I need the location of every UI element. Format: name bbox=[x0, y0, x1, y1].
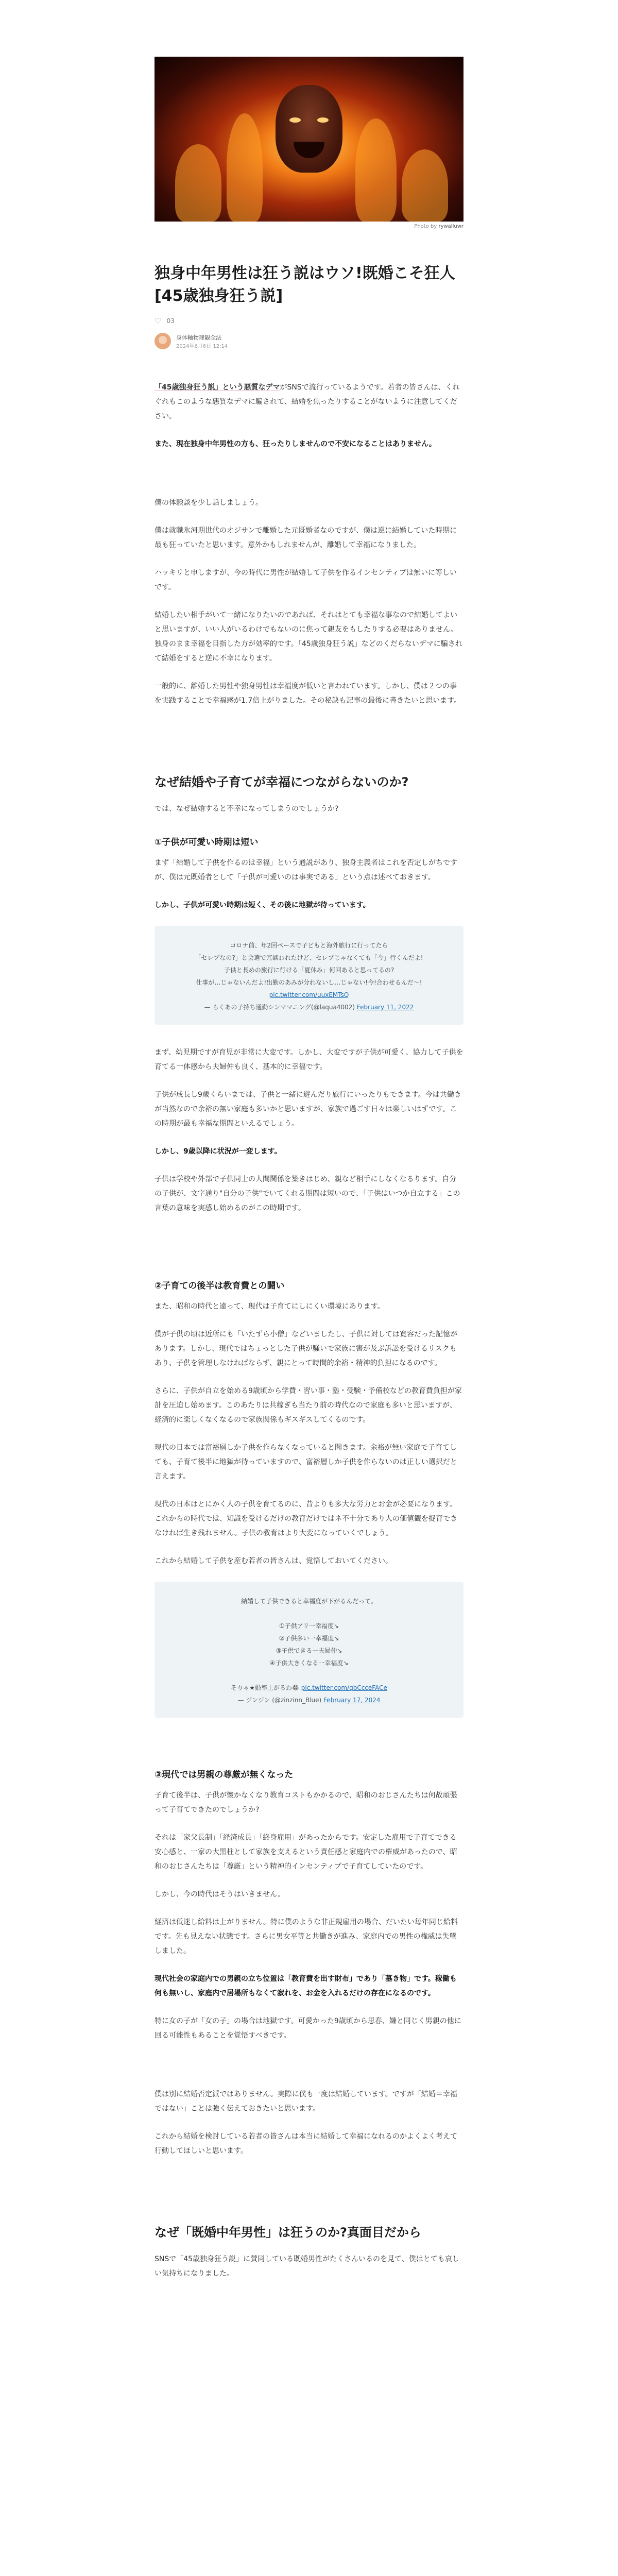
paragraph: これから結婚して子供を産む若者の皆さんは、覚悟しておいてください。 bbox=[154, 1557, 392, 1565]
heart-icon[interactable]: ♡ bbox=[154, 316, 162, 326]
paragraph: しかし、今の時代はそうはいきません。 bbox=[154, 1890, 285, 1899]
paragraph: 子育て後半は、子供が懐かなくなり教育コストもかかるので、昭和のおじさんたちは何故頑張って子育てできたのでしょうか? bbox=[154, 1791, 457, 1814]
paragraph: 僕は就職氷河期世代のオジサンで離婚した元既婚者なのですが、僕は逆に結婚していた時期に最も狂っていたと思います。意外かもしれませんが、離婚して幸福になりました。 bbox=[154, 527, 457, 549]
author-block bbox=[154, 333, 464, 349]
paragraph: 経済は低迷し給料は上がりません。特に僕のような非正規雇用の場合、だいたい毎年同じ給料です。先も見えない状態です。さらに男女平等と共働きが進み、家庭内での男性の権威は失墜しました。 bbox=[154, 1918, 458, 1955]
subheading: ③現代では男親の尊厳が無くなった bbox=[154, 1770, 294, 1780]
tweet-date-link[interactable]: February 17, 2024 bbox=[323, 1697, 381, 1704]
avatar[interactable] bbox=[154, 333, 171, 349]
paragraph: また、昭和の時代と違って、現代は子育てにしにくい環境にあります。 bbox=[154, 1302, 385, 1311]
tweet-date-link[interactable]: February 11, 2022 bbox=[356, 1004, 414, 1011]
paragraph: さらに、子供が自立を始める9歳頃から学費・習い事・塾・受験・予備校などの教育費負担が家計を圧迫し始めます。このあたりは共稼ぎも当たり前の時代なので家庭も多いと思いますが、経済的に楽しくなくなるので家族関係もギスギスしてくるのです。 bbox=[154, 1387, 462, 1424]
article bbox=[154, 0, 464, 2281]
tweet-line: ③子供できる一夫婦仲↘ bbox=[276, 1647, 342, 1654]
tweet-line: そりゃ★婚率上がるわ😂 bbox=[231, 1684, 299, 1691]
tweet-line: 仕事が…じゃないんだよ!出勤のあみが分れないし…じゃない!今!合わせるんだ〜! bbox=[196, 979, 422, 986]
paragraph: これから結婚を検討している若者の皆さんは本当に結婚して幸福になれるのかよくよく考えて行動してほしいと思います。 bbox=[154, 2132, 457, 2155]
paragraph: 現代社会の家庭内での男親の立ち位置は「教育費を出す財布」であり「墓き物」です。稼働も何も無いし、家庭内で居場所もなくて寂れを、お金を入れるだけの存在になるのです。 bbox=[154, 1975, 457, 1997]
article-body bbox=[154, 380, 464, 2281]
paragraph: しかし、子供が可愛い時期は短く、その後に地獄が待っています。 bbox=[154, 901, 370, 909]
tweet-line: コロナ前、年2回ペースで子どもと海外旅行に行ってたら bbox=[230, 942, 388, 949]
author-name[interactable]: 身体軸物理観念法 bbox=[176, 334, 221, 341]
paragraph: 現代の日本はとにかく人の子供を育てるのに、昔よりも多大な労力とお金が必要になります。これからの時代では、知識を受けるだけの教育だけではネ不十分であり人の価値観を捉育できなければ生き残れません。子供の教育はより大変になっていくでしょう。 bbox=[154, 1500, 457, 1537]
like-count: 03 bbox=[166, 317, 175, 325]
tweet-author[interactable]: — ジンジン (@zinzinn_Blue) bbox=[237, 1697, 322, 1704]
tweet-pic-link[interactable]: pic.twitter.com/uuxEMTsQ bbox=[269, 991, 349, 998]
embedded-tweet bbox=[154, 1582, 464, 1718]
tweet-author[interactable]: — らくあの子持ち通勤シンママニング(@laqua4002) bbox=[204, 1004, 355, 1011]
section-heading: なぜ「既婚中年男性」は狂うのか?真面目だから bbox=[154, 2225, 421, 2240]
tweet-pic-link[interactable]: pic.twitter.com/qbCcceFACe bbox=[301, 1684, 387, 1691]
intro-paragraph: 「45歳独身狂う説」という悪質なデマがSNSで流行っているようです。若者の皆さんは、くれぐれもこのような悪質なデマに騙されて、結婚を焦ったりすることがないように注意してください。 bbox=[154, 383, 460, 420]
article-title: 独身中年男性は狂う説はウソ!既婚こそ狂人[45歳独身狂う説] bbox=[154, 264, 455, 305]
paragraph: 僕が子供の頃は近所にも「いたずら小僧」などいましたし、子供に対しては寛容だった記憶があります。しかし、現代ではちょっとした子供が騒いで家族に害が及ぶ訴訟を受けるリスクもあり、子供を管理しなければならず、親にとって時間的余裕・精神的負担になるのです。 bbox=[154, 1330, 457, 1367]
paragraph: 僕の体験談を少し話しましょう。 bbox=[154, 499, 263, 507]
paragraph: 現代の日本では富裕層しか子供を作らなくなっていると聞きます。余裕が無い家庭で子育てしても、子育て後半に地獄が待っていますので、富裕層しか子供を作らないのは正しい選択だと言えます。 bbox=[154, 1444, 457, 1481]
tweet-line: 「セレブなの?」と会選で冗談われたけど、セレブじゃなくても「今」行くんだよ! bbox=[195, 954, 423, 961]
hero-image bbox=[154, 57, 464, 222]
paragraph: しかし、9歳以降に状況が一変します。 bbox=[154, 1147, 282, 1156]
paragraph: まず、幼児期ですが育児が非常に大変です。しかし、大変ですが子供が可愛く、協力して子供を育てる一体感から夫婦仲も良く、基本的に幸福です。 bbox=[154, 1048, 464, 1071]
paragraph: まず「結婚して子供を作るのは幸福」という通説があり、独身主義者はこれを否定しがちですが、僕は元既婚者として「子供が可愛いのは事実である」という点は述べておきます。 bbox=[154, 859, 457, 882]
subheading: ②子育ての後半は教育費との闘い bbox=[154, 1281, 285, 1291]
paragraph: 一般的に、離婚した男性や独身男性は幸福度が低いと言われています。しかし、僕は２つの事を実践することで幸福感が1.7倍上がりました。その秘訣も記事の最後に書きたいと思います。 bbox=[154, 682, 461, 705]
paragraph: ハッキリと申しますが、今の時代に男性が結婚して子供を作るインセンティブは無いに等しいです。 bbox=[154, 569, 457, 591]
embedded-tweet bbox=[154, 926, 464, 1025]
tweet-line: ②子供多い一幸福度↘ bbox=[279, 1635, 339, 1642]
intro-paragraph: また、現在独身中年男性の方も、狂ったりしませんので不安になることはありません。 bbox=[154, 440, 436, 448]
paragraph: 僕は別に結婚否定派ではありません。実際に僕も一度は結婚しています。ですが「結婚＝幸福ではない」ことは強く伝えておきたいと思います。 bbox=[154, 2090, 457, 2113]
paragraph: 子供が成長し9歳くらいまでは、子供と一緒に遊んだり旅行にいったりもできます。今は共働きが当然なので余裕の無い家庭も多いかと思いますが、家族で過ごす日々は楽しいはずです。この時期が最も幸福な期間といえるでしょう。 bbox=[154, 1091, 461, 1128]
tweet-line: 子供と長めの旅行に行ける「夏休み」何回あると思ってるの? bbox=[224, 967, 394, 974]
subheading: ①子供が可愛い時期は短い bbox=[154, 837, 259, 848]
paragraph: 特に女の子が「女の子」の場合は地獄です。可愛かった9歳頃から思春、嫌と同じく男親の他に回る可能性もあることを覚悟すべきです。 bbox=[154, 2017, 461, 2040]
tweet-line: 結婚して子供できると幸福度が下がるんだって。 bbox=[241, 1598, 377, 1605]
paragraph: それは「家父長制」「経済成長」「終身雇用」があったからです。安定した雇用で子育てできる安心感と、一家の大黒柱として家族を支えるという責任感と家庭内での権威があったので、昭和のおじさんたちは「尊厳」という精神的インセンティブで子育てしていたのです。 bbox=[154, 1834, 457, 1871]
paragraph: SNSで「45歳独身狂う説」に賛同している既婚男性がたくさんいるのを見て、僕はとても哀しい気持ちになりました。 bbox=[154, 2255, 459, 2278]
tweet-line: ④子供大きくなる一幸福度↘ bbox=[269, 1659, 349, 1667]
tweet-line: ①子供アリ一幸福度↘ bbox=[279, 1622, 339, 1630]
paragraph: 子供は学校や外部で子供同士の人間関係を築きはじめ、親など相手にしなくなるります。自分の子供が、文字通り"自分の子供"でいてくれる期間は短いので、「子供はいつか自立する」この言葉の意味を実感し始めるのがこの時期です。 bbox=[154, 1175, 460, 1212]
paragraph: では、なぜ結婚すると不幸になってしまうのでしょうか? bbox=[154, 805, 339, 813]
like-bar bbox=[154, 316, 464, 326]
paragraph: 結婚したい相手がいて一緒になりたいのであれば、それはとても幸福な事なので結婚してよいと思いますが、いい人がいるわけでもないのに焦って親友をもしたりする必要はありません。独身のまま幸福を目指した方が効率的です。「45歳独身狂う説」などのくだらないデマに騙されて結婚をすると逆に不幸になります。 bbox=[154, 611, 462, 663]
post-date: 2024年6月6日 12:14 bbox=[176, 343, 228, 349]
photo-credit: Photo by rywalluwr bbox=[414, 224, 464, 229]
section-heading: なぜ結婚や子育てが幸福につながらないのか? bbox=[154, 775, 409, 789]
photo-credit-link[interactable]: rywalluwr bbox=[438, 224, 464, 229]
